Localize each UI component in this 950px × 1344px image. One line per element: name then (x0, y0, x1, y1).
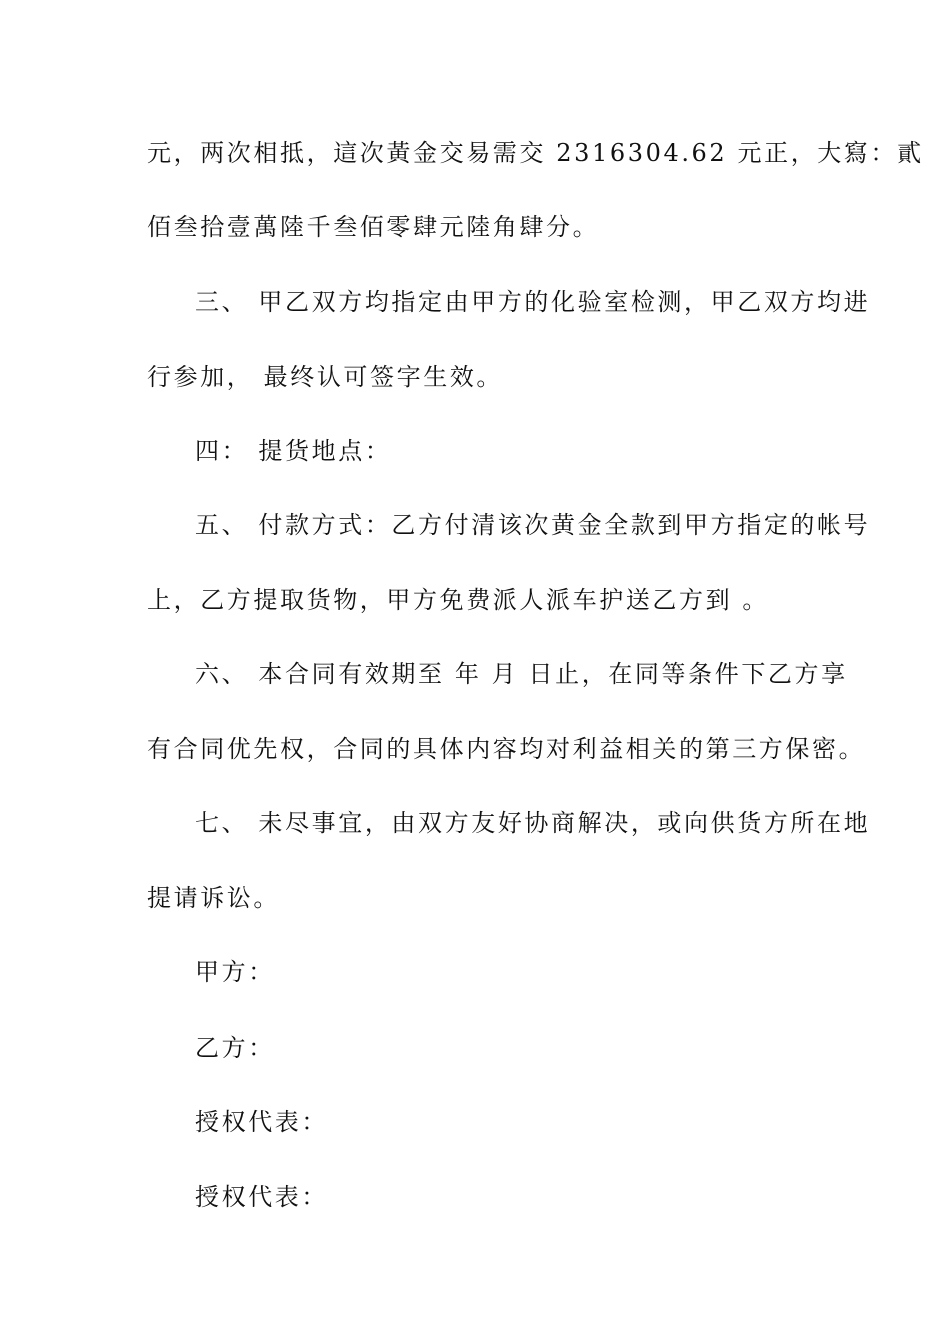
paragraph-line: 上，乙方提取货物，甲方免费派人派车护送乙方到 。 (147, 586, 770, 614)
paragraph-line: 有合同优先权，合同的具体内容均对利益相关的第三方保密。 (147, 735, 866, 763)
paragraph-line: 元，两次相抵，這次黃金交易需交 2316304.62 元正，大寫：貳 (147, 139, 924, 167)
clause-three-line: 三、 甲乙双方均指定由甲方的化验室检测，甲乙双方均进 (195, 288, 871, 316)
clause-seven-line: 七、 未尽事宜，由双方友好协商解决，或向供货方所在地 (195, 809, 871, 837)
clause-six-line: 六、 本合同有效期至 年 月 日止，在同等条件下乙方享 (195, 660, 848, 688)
authorized-representative-label: 授权代表： (195, 1108, 328, 1136)
paragraph-line: 佰叁拾壹萬陸千叁佰零肆元陸角肆分。 (147, 213, 600, 241)
paragraph-line: 行参加， 最终认可签字生效。 (147, 363, 504, 391)
authorized-representative-label: 授权代表： (195, 1183, 328, 1211)
party-b-label: 乙方： (195, 1034, 275, 1062)
party-a-label: 甲方： (195, 958, 275, 986)
clause-four-line: 四： 提货地点： (195, 437, 392, 465)
paragraph-line: 提请诉讼。 (147, 884, 280, 912)
clause-five-line: 五、 付款方式：乙方付清该次黄金全款到甲方指定的帐号 (195, 511, 871, 539)
